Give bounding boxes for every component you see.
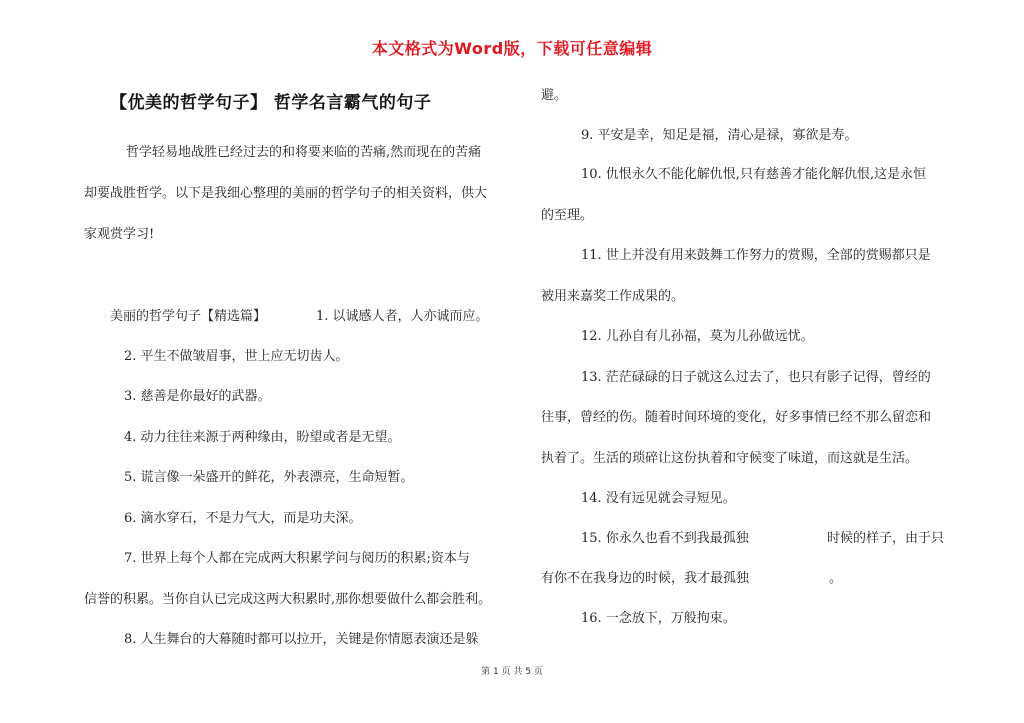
page-footer: 第 1 页 共 5 页	[481, 667, 543, 677]
intro-line-3: 家观赏学习!	[84, 227, 155, 242]
list-item: 10. 仇恨永久不能化解仇恨,只有慈善才能化解仇恨,这是永恒	[581, 167, 927, 182]
list-item: 1. 以诚感人者，人亦诚而应。	[316, 309, 489, 324]
list-item: 3. 慈善是你最好的武器。	[124, 389, 271, 404]
list-item: 7. 世界上每个人都在完成两大积累学问与阅历的积累;资本与	[124, 551, 470, 566]
list-item: 12. 儿孙自有儿孙福，莫为儿孙做远忧。	[581, 329, 814, 344]
section-heading: 美丽的哲学句子【精选篇】	[110, 309, 267, 324]
list-item: 11. 世上并没有用来鼓舞工作努力的赏赐，全部的赏赐都只是	[581, 248, 931, 263]
list-item: 15. 你永久也看不到我最孤独	[581, 531, 749, 546]
list-item: 16. 一念放下，万般拘束。	[581, 611, 736, 626]
intro-line-1: 哲学轻易地战胜已经过去的和将要来临的苦痛,然而现在的苦痛	[126, 145, 482, 160]
list-item: 14. 没有远见就会寻短见。	[581, 491, 736, 506]
list-item-fragment: 。	[829, 571, 843, 586]
list-item-cont: 被用来嘉奖工作成果的。	[541, 289, 685, 304]
list-item-cont: 执着了。生活的琐碎让这份执着和守候变了味道，而这就是生活。	[541, 451, 919, 466]
list-item: 6. 滴水穿石，不是力气大，而是功夫深。	[124, 511, 362, 526]
edit-banner: 本文格式为Word版，下载可任意编辑	[371, 39, 653, 58]
list-item-cont: 有你不在我身边的时候，我才最孤独	[541, 571, 750, 586]
list-item-cont: 避。	[541, 88, 568, 103]
list-item: 9. 平安是幸，知足是福，清心是禄，寡欲是寿。	[581, 128, 858, 143]
list-item: 2. 平生不做皱眉事，世上应无切齿人。	[124, 349, 349, 364]
list-item: 8. 人生舞台的大幕随时都可以拉开，关键是你情愿表演还是躲	[124, 632, 479, 647]
list-item: 13. 茫茫碌碌的日子就这么过去了，也只有影子记得，曾经的	[581, 370, 931, 385]
list-item-cont: 的至理。	[541, 208, 594, 223]
list-item: 5. 谎言像一朵盛开的鲜花，外表漂亮，生命短暂。	[124, 470, 414, 485]
list-item-cont: 往事，曾经的伤。随着时间环境的变化，好多事情已经不那么留恋和	[541, 410, 932, 425]
page-title: 【优美的哲学句子】 哲学名言霸气的句子	[110, 93, 432, 113]
list-item-fragment: 时候的样子，由于只	[827, 531, 945, 546]
intro-line-2: 却要战胜哲学。以下是我细心整理的美丽的哲学句子的相关资料，供大	[84, 186, 488, 201]
list-item: 4. 动力往往来源于两种缘由，盼望或者是无望。	[124, 430, 401, 445]
list-item-cont: 信誉的积累。当你自认已完成这两大积累时,那你想要做什么都会胜利。	[84, 592, 492, 607]
